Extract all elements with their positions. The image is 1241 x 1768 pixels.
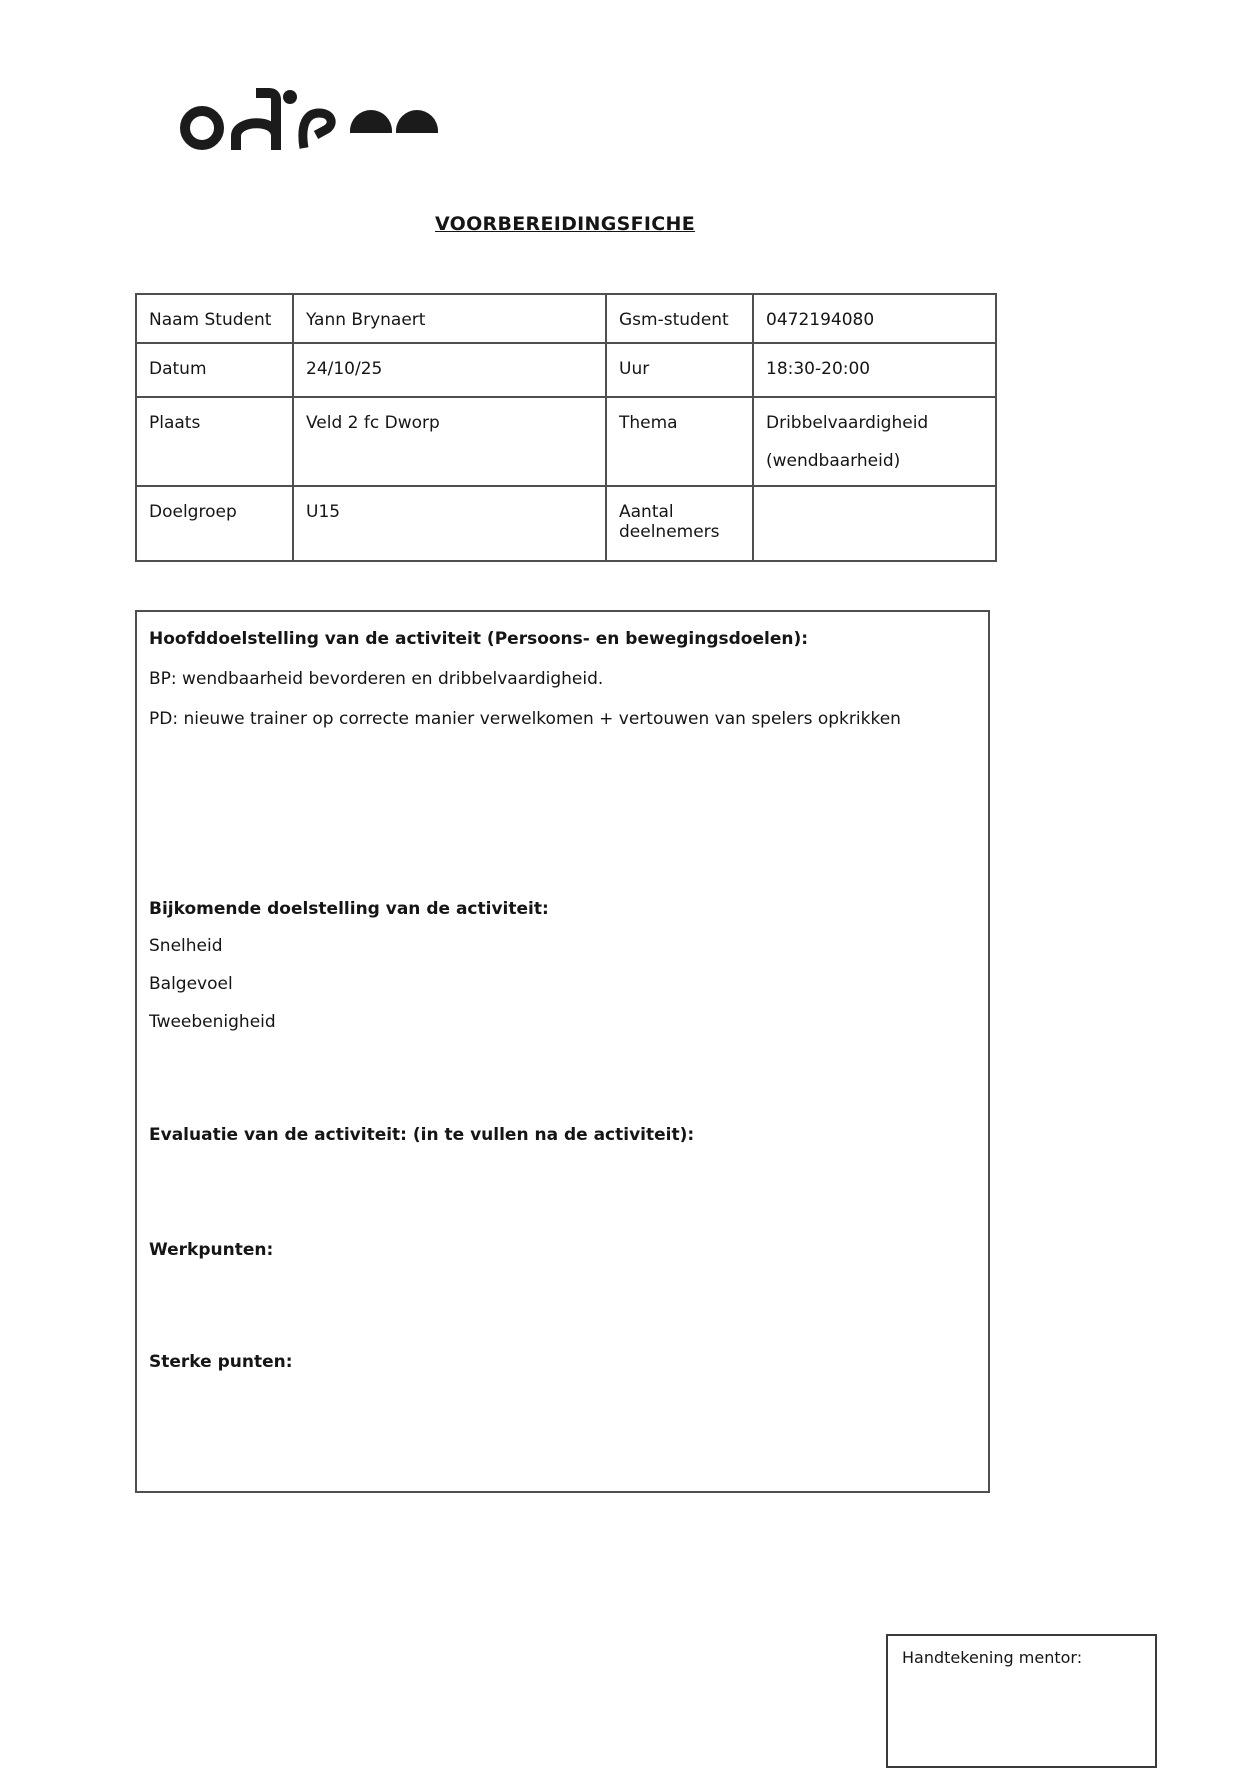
bijkomende-item-balgevoel: Balgevoel xyxy=(149,974,233,994)
thema-label: Thema xyxy=(606,397,753,486)
logo-letter-e1 xyxy=(350,110,392,133)
werkpunten-heading: Werkpunten: xyxy=(149,1240,274,1260)
info-table xyxy=(135,293,997,562)
pd-line: PD: nieuwe trainer op correcte manier verwelkomen + vertouwen van spelers opkrikken xyxy=(149,709,901,729)
doelgroep-label: Doelgroep xyxy=(136,486,293,561)
table-row-plaats xyxy=(136,397,996,486)
title-row xyxy=(135,213,995,235)
hoofddoelstelling-heading: Hoofddoelstelling van de activiteit (Persoons- en bewegingsdoelen): xyxy=(149,629,809,649)
signature-label: Handtekening mentor: xyxy=(902,1648,1083,1667)
uur-label: Uur xyxy=(606,343,753,397)
aantal-label-line1: Aantal xyxy=(619,502,674,522)
table-row-datum xyxy=(136,343,996,397)
evaluatie-heading: Evaluatie van de activiteit: (in te vullen na de activiteit): xyxy=(149,1125,695,1145)
aantal-label-line2: deelnemers xyxy=(619,522,720,542)
datum-value: 24/10/25 xyxy=(293,343,606,397)
bp-line: BP: wendbaarheid bevorderen en dribbelvaardigheid. xyxy=(149,669,604,689)
logo-letter-i-dot xyxy=(283,90,297,104)
logo-letter-e2 xyxy=(396,110,438,133)
thema-value-line1: Dribbelvaardigheid xyxy=(766,413,929,433)
gsm-student-label: Gsm-student xyxy=(606,294,753,343)
odisee-logo xyxy=(158,80,448,162)
bijkomende-heading: Bijkomende doelstelling van de activiteit: xyxy=(149,899,549,919)
aantal-deelnemers-label xyxy=(606,486,753,561)
gsm-student-value: 0472194080 xyxy=(753,294,996,343)
objectives-box xyxy=(135,610,990,1493)
doelgroep-value: U15 xyxy=(293,486,606,561)
naam-student-label: Naam Student xyxy=(136,294,293,343)
sterke-punten-heading: Sterke punten: xyxy=(149,1352,293,1372)
naam-student-value: Yann Brynaert xyxy=(293,294,606,343)
odisee-logo-graphic xyxy=(158,80,448,158)
page-title: VOORBEREIDINGSFICHE xyxy=(434,213,696,235)
thema-value-line2: (wendbaarheid) xyxy=(766,451,901,471)
table-row-naam xyxy=(136,294,996,343)
bijkomende-item-tweebenigheid: Tweebenigheid xyxy=(149,1012,276,1032)
logo-letter-d-bowl xyxy=(236,123,276,150)
plaats-value: Veld 2 fc Dworp xyxy=(293,397,606,486)
logo-letter-s xyxy=(303,113,331,148)
aantal-deelnemers-value xyxy=(753,486,996,561)
bijkomende-item-snelheid: Snelheid xyxy=(149,936,223,956)
uur-value: 18:30-20:00 xyxy=(753,343,996,397)
datum-label: Datum xyxy=(136,343,293,397)
signature-box xyxy=(886,1634,1157,1768)
logo-letter-o xyxy=(185,111,219,145)
table-row-doelgroep xyxy=(136,486,996,561)
thema-value xyxy=(753,397,996,486)
plaats-label: Plaats xyxy=(136,397,293,486)
